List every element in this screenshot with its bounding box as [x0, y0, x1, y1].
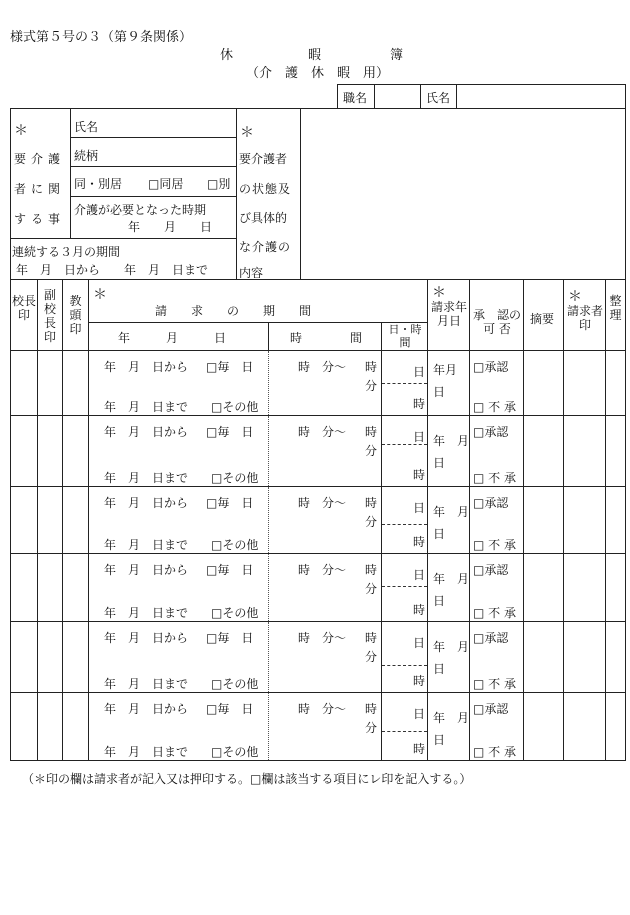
- row-unit-hour: 時: [413, 603, 426, 617]
- row-time-to-hour: 時: [365, 563, 378, 577]
- row-request-date-d: 日: [433, 594, 446, 608]
- row-unit-day: 日: [413, 636, 426, 650]
- row-unit-hour: 時: [413, 535, 426, 549]
- row-request-date-ym: 年 月: [433, 572, 470, 586]
- care-label-1: 要介護: [14, 152, 66, 166]
- row-time-to-hour: 時: [365, 631, 378, 645]
- row-request-date-ym: 年 月: [433, 640, 470, 654]
- request-star: ＊: [93, 287, 107, 303]
- care-state-field[interactable]: [301, 109, 625, 279]
- table-row: [0, 487, 630, 553]
- remarks-header: 摘要: [530, 312, 555, 326]
- title-char-2: 暇: [308, 48, 322, 63]
- other-checkbox[interactable]: □その他: [211, 471, 259, 485]
- name-label: 氏名: [426, 91, 451, 105]
- table-row: [0, 554, 630, 621]
- row-unit-day: 日: [413, 568, 426, 582]
- footnote: （＊印の欄は請求者が記入又は押印する。□欄は該当する項目にレ印を記入する。）: [22, 772, 472, 786]
- row-time-from: 時 分～: [298, 496, 347, 510]
- row-unit-day: 日: [413, 365, 426, 379]
- approve-checkbox[interactable]: □承認: [473, 563, 509, 577]
- row-unit-hour: 時: [413, 674, 426, 688]
- request-period-header: 請 求 の 期 間: [155, 304, 312, 318]
- every-day-checkbox[interactable]: □毎 日: [206, 702, 254, 716]
- state-label-5: 内容: [239, 266, 264, 278]
- table-row: [0, 622, 630, 692]
- row-to-date: 年 月 日まで: [104, 606, 189, 620]
- care-period-label: 連続する３月の期間: [12, 245, 121, 259]
- state-label-2: の状態及: [239, 182, 292, 196]
- ymd-header: 年 月 日: [118, 331, 227, 345]
- row-from-date: 年 月 日から: [104, 563, 189, 577]
- other-checkbox[interactable]: □その他: [211, 745, 259, 759]
- row-to-date: 年 月 日まで: [104, 471, 189, 485]
- every-day-checkbox[interactable]: □毎 日: [206, 360, 254, 374]
- care-star: ＊: [14, 123, 28, 139]
- row-from-date: 年 月 日から: [104, 631, 189, 645]
- approve-checkbox[interactable]: □承認: [473, 702, 509, 716]
- row-to-date: 年 月 日まで: [104, 677, 189, 691]
- row-time-from: 時 分～: [298, 360, 347, 374]
- row-request-date-d: 日: [433, 456, 446, 470]
- principal-seal-header: 校長印: [12, 294, 37, 322]
- cohabit-same-checkbox[interactable]: □同居: [148, 177, 184, 191]
- row-unit-day: 日: [413, 501, 426, 515]
- requester-seal-header: 請求者印: [566, 304, 603, 332]
- other-checkbox[interactable]: □その他: [211, 538, 259, 552]
- position-field[interactable]: [375, 85, 420, 108]
- row-time-from: 時 分～: [298, 631, 347, 645]
- row-request-date-ym: 年 月: [433, 505, 470, 519]
- row-to-date: 年 月 日まで: [104, 400, 189, 414]
- approval-header: 承 認の 可 否: [472, 308, 521, 336]
- title-char-1: 休: [220, 48, 234, 63]
- vice-principal-seal-header: 副校長印: [43, 288, 56, 344]
- row-time-to-minute: 分: [365, 721, 378, 735]
- row-from-date: 年 月 日から: [104, 702, 189, 716]
- every-day-checkbox[interactable]: □毎 日: [206, 631, 254, 645]
- row-time-to-minute: 分: [365, 444, 378, 458]
- row-request-date-ym: 年月: [433, 363, 458, 377]
- row-time-to-minute: 分: [365, 650, 378, 664]
- reject-checkbox[interactable]: □ 不 承: [473, 677, 516, 691]
- approve-checkbox[interactable]: □承認: [473, 360, 509, 374]
- other-checkbox[interactable]: □その他: [211, 677, 259, 691]
- state-label-1: 要介護者: [239, 152, 288, 166]
- filing-header: 整理: [609, 294, 622, 322]
- care-needed-label: 介護が必要となった時期: [74, 203, 207, 217]
- row-time-from: 時 分～: [298, 563, 347, 577]
- row-unit-hour: 時: [413, 397, 426, 411]
- row-time-to-minute: 分: [365, 515, 378, 529]
- approve-checkbox[interactable]: □承認: [473, 425, 509, 439]
- every-day-checkbox[interactable]: □毎 日: [206, 496, 254, 510]
- reject-checkbox[interactable]: □ 不 承: [473, 606, 516, 620]
- reject-checkbox[interactable]: □ 不 承: [473, 400, 516, 414]
- care-period-value: 年 月 日から 年 月 日まで: [16, 263, 209, 277]
- form-subtitle: （介 護 休 暇 用）: [246, 66, 390, 81]
- title-char-3: 簿: [390, 48, 404, 63]
- form-code: 様式第５号の３（第９条関係）: [10, 30, 193, 45]
- row-time-from: 時 分～: [298, 702, 347, 716]
- row-time-to-hour: 時: [365, 425, 378, 439]
- row-request-date-ym: 年 月: [433, 711, 470, 725]
- other-checkbox[interactable]: □その他: [211, 606, 259, 620]
- care-label-2: 者に関: [14, 182, 66, 196]
- row-time-to-hour: 時: [365, 496, 378, 510]
- row-request-date-ym: 年 月: [433, 434, 470, 448]
- row-time-to-minute: 分: [365, 379, 378, 393]
- row-from-date: 年 月 日から: [104, 425, 189, 439]
- state-star: ＊: [240, 125, 254, 141]
- approve-checkbox[interactable]: □承認: [473, 631, 509, 645]
- daytime-header: 日・時間: [388, 323, 422, 349]
- care-needed-date: 年 月 日: [128, 220, 213, 234]
- row-request-date-d: 日: [433, 385, 446, 399]
- cohabit-label: 同・別居: [74, 177, 123, 191]
- row-from-date: 年 月 日から: [104, 360, 189, 374]
- row-from-date: 年 月 日から: [104, 496, 189, 510]
- other-checkbox[interactable]: □その他: [211, 400, 259, 414]
- cohabit-separate-checkbox[interactable]: □別: [207, 177, 231, 191]
- reject-checkbox[interactable]: □ 不 承: [473, 471, 516, 485]
- table-row: [0, 351, 630, 415]
- care-name-label: 氏名: [74, 120, 99, 134]
- position-label: 職名: [343, 91, 368, 105]
- state-label-4: な介護の: [239, 240, 292, 254]
- approve-checkbox[interactable]: □承認: [473, 496, 509, 510]
- head-teacher-seal-header: 教頭印: [69, 294, 82, 336]
- time-header: 時 間: [290, 331, 363, 345]
- row-request-date-d: 日: [433, 527, 446, 541]
- every-day-checkbox[interactable]: □毎 日: [206, 425, 254, 439]
- row-time-from: 時 分～: [298, 425, 347, 439]
- care-label-3: する事: [14, 212, 66, 226]
- state-label-3: び具体的: [239, 211, 288, 225]
- row-time-to-minute: 分: [365, 582, 378, 596]
- table-row: [0, 416, 630, 486]
- table-row: [0, 693, 630, 760]
- reject-checkbox[interactable]: □ 不 承: [473, 745, 516, 759]
- every-day-checkbox[interactable]: □毎 日: [206, 563, 254, 577]
- reject-checkbox[interactable]: □ 不 承: [473, 538, 516, 552]
- row-unit-day: 日: [413, 430, 426, 444]
- care-relation-label: 続柄: [74, 149, 99, 163]
- row-unit-hour: 時: [413, 742, 426, 756]
- requester-star: ＊: [568, 289, 582, 305]
- name-field[interactable]: [457, 85, 625, 108]
- request-date-star: ＊: [432, 285, 446, 301]
- row-request-date-d: 日: [433, 733, 446, 747]
- row-time-to-hour: 時: [365, 702, 378, 716]
- request-date-header: 請求年月日: [430, 300, 467, 328]
- row-unit-day: 日: [413, 707, 426, 721]
- row-to-date: 年 月 日まで: [104, 538, 189, 552]
- row-unit-hour: 時: [413, 468, 426, 482]
- row-request-date-d: 日: [433, 662, 446, 676]
- row-to-date: 年 月 日まで: [104, 745, 189, 759]
- row-time-to-hour: 時: [365, 360, 378, 374]
